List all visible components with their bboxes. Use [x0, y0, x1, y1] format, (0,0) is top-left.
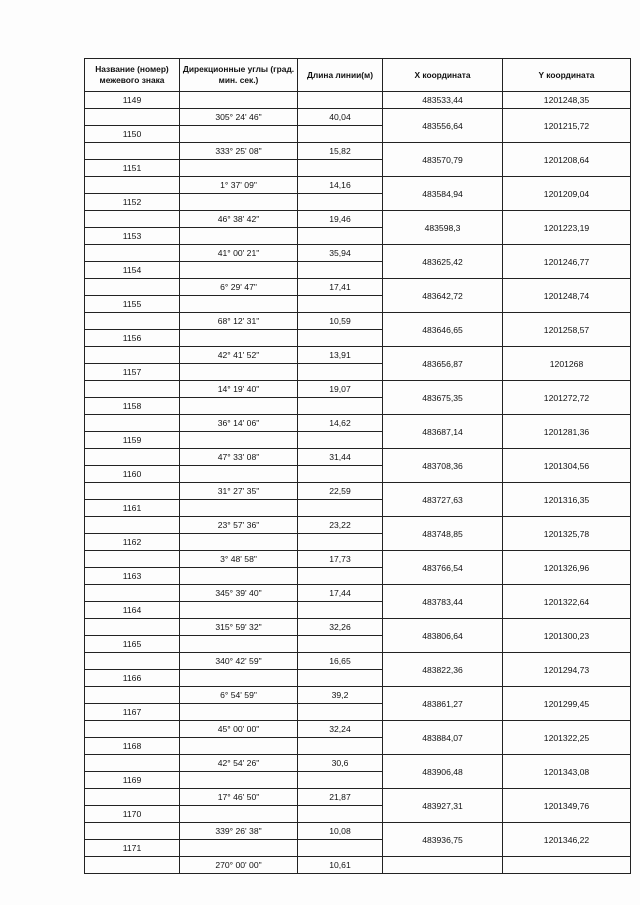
directional-angle-cell: 3° 48' 58": [180, 551, 298, 568]
segment-row: [85, 517, 631, 534]
line-length-cell: 10,61: [298, 857, 383, 874]
directional-angle-cell: [180, 534, 298, 551]
line-length-cell: [298, 160, 383, 177]
mark-name-cell: 1165: [85, 636, 180, 653]
mark-name-cell: 1150: [85, 126, 180, 143]
x-coordinate-cell: 483727,63: [383, 483, 503, 517]
y-coordinate-cell: [503, 857, 631, 874]
directional-angle-cell: 305° 24' 46": [180, 109, 298, 126]
mark-name-cell: [85, 823, 180, 840]
mark-name-cell: [85, 789, 180, 806]
line-length-cell: [298, 330, 383, 347]
directional-angle-cell: [180, 194, 298, 211]
line-length-cell: 31,44: [298, 449, 383, 466]
x-coordinate-cell: [383, 857, 503, 874]
line-length-cell: 21,87: [298, 789, 383, 806]
y-coordinate-cell: 1201272,72: [503, 381, 631, 415]
directional-angle-cell: 36° 14' 06": [180, 415, 298, 432]
header-mark-name: Название (номер) межевого знака: [85, 59, 180, 92]
directional-angle-cell: 339° 26' 38": [180, 823, 298, 840]
x-coordinate-cell: 483642,72: [383, 279, 503, 313]
line-length-cell: 16,65: [298, 653, 383, 670]
line-length-cell: [298, 296, 383, 313]
directional-angle-cell: 46° 38' 42": [180, 211, 298, 228]
directional-angle-cell: 6° 54' 59": [180, 687, 298, 704]
line-length-cell: [298, 466, 383, 483]
mark-name-cell: 1156: [85, 330, 180, 347]
point-row: [85, 92, 631, 109]
mark-name-cell: [85, 347, 180, 364]
segment-row: [85, 245, 631, 262]
segment-row: [85, 619, 631, 636]
directional-angle-cell: [180, 602, 298, 619]
mark-name-cell: 1158: [85, 398, 180, 415]
y-coordinate-cell: 1201322,64: [503, 585, 631, 619]
line-length-cell: 30,6: [298, 755, 383, 772]
line-length-cell: [298, 602, 383, 619]
x-coordinate-cell: 483570,79: [383, 143, 503, 177]
mark-name-cell: 1169: [85, 772, 180, 789]
directional-angle-cell: [180, 500, 298, 517]
x-coordinate-cell: 483646,65: [383, 313, 503, 347]
line-length-cell: [298, 228, 383, 245]
line-length-cell: [298, 738, 383, 755]
directional-angle-cell: 45° 00' 00": [180, 721, 298, 738]
segment-row: [85, 313, 631, 330]
mark-name-cell: 1164: [85, 602, 180, 619]
mark-name-cell: 1160: [85, 466, 180, 483]
y-coordinate-cell: 1201346,22: [503, 823, 631, 857]
directional-angle-cell: 1° 37' 09": [180, 177, 298, 194]
y-coordinate-cell: 1201246,77: [503, 245, 631, 279]
line-length-cell: [298, 194, 383, 211]
x-coordinate-cell: 483748,85: [383, 517, 503, 551]
line-length-cell: 39,2: [298, 687, 383, 704]
x-coordinate-cell: 483584,94: [383, 177, 503, 211]
x-coordinate-cell: 483598,3: [383, 211, 503, 245]
segment-row: [85, 449, 631, 466]
y-coordinate-cell: 1201322,25: [503, 721, 631, 755]
mark-name-cell: [85, 279, 180, 296]
y-coordinate-cell: 1201304,56: [503, 449, 631, 483]
y-coordinate-cell: 1201209,04: [503, 177, 631, 211]
mark-name-cell: 1170: [85, 806, 180, 823]
y-coordinate-cell: 1201343,08: [503, 755, 631, 789]
line-length-cell: [298, 398, 383, 415]
y-coordinate-cell: 1201294,73: [503, 653, 631, 687]
x-coordinate-cell: 483927,31: [383, 789, 503, 823]
segment-row: [85, 823, 631, 840]
line-length-cell: 17,41: [298, 279, 383, 296]
segment-row: [85, 585, 631, 602]
line-length-cell: 14,62: [298, 415, 383, 432]
segment-row: [85, 109, 631, 126]
line-length-cell: 23,22: [298, 517, 383, 534]
line-length-cell: 19,07: [298, 381, 383, 398]
y-coordinate-cell: 1201300,23: [503, 619, 631, 653]
line-length-cell: 22,59: [298, 483, 383, 500]
mark-name-cell: [85, 381, 180, 398]
line-length-cell: 13,91: [298, 347, 383, 364]
segment-row: [85, 177, 631, 194]
table-body: [85, 92, 631, 874]
y-coordinate-cell: 1201316,35: [503, 483, 631, 517]
header-directional-angle: Дирекционные углы (град. мин. сек.): [180, 59, 298, 92]
mark-name-cell: [85, 449, 180, 466]
x-coordinate-cell: 483708,36: [383, 449, 503, 483]
line-length-cell: 19,46: [298, 211, 383, 228]
directional-angle-cell: 6° 29' 47": [180, 279, 298, 296]
mark-name-cell: 1151: [85, 160, 180, 177]
y-coordinate-cell: 1201248,35: [503, 92, 631, 109]
segment-row: [85, 857, 631, 874]
line-length-cell: [298, 364, 383, 381]
x-coordinate-cell: 483822,36: [383, 653, 503, 687]
mark-name-cell: 1162: [85, 534, 180, 551]
directional-angle-cell: [180, 364, 298, 381]
directional-angle-cell: [180, 806, 298, 823]
table-header-row: [85, 59, 631, 92]
line-length-cell: 14,16: [298, 177, 383, 194]
mark-name-cell: 1157: [85, 364, 180, 381]
directional-angle-cell: [180, 466, 298, 483]
header-y-coordinate: Y координата: [503, 59, 631, 92]
directional-angle-cell: [180, 330, 298, 347]
line-length-cell: [298, 670, 383, 687]
line-length-cell: 10,08: [298, 823, 383, 840]
x-coordinate-cell: 483675,35: [383, 381, 503, 415]
directional-angle-cell: 340° 42' 59": [180, 653, 298, 670]
header-x-coordinate: X координата: [383, 59, 503, 92]
directional-angle-cell: [180, 92, 298, 109]
line-length-cell: [298, 126, 383, 143]
mark-name-cell: [85, 211, 180, 228]
directional-angle-cell: [180, 160, 298, 177]
y-coordinate-cell: 1201281,36: [503, 415, 631, 449]
directional-angle-cell: 42° 54' 26": [180, 755, 298, 772]
directional-angle-cell: [180, 670, 298, 687]
y-coordinate-cell: 1201349,76: [503, 789, 631, 823]
line-length-cell: [298, 704, 383, 721]
line-length-cell: [298, 432, 383, 449]
y-coordinate-cell: 1201215,72: [503, 109, 631, 143]
x-coordinate-cell: 483766,54: [383, 551, 503, 585]
line-length-cell: 40,04: [298, 109, 383, 126]
mark-name-cell: 1149: [85, 92, 180, 109]
x-coordinate-cell: 483936,75: [383, 823, 503, 857]
directional-angle-cell: [180, 398, 298, 415]
mark-name-cell: [85, 415, 180, 432]
line-length-cell: [298, 806, 383, 823]
line-length-cell: 32,24: [298, 721, 383, 738]
x-coordinate-cell: 483783,44: [383, 585, 503, 619]
mark-name-cell: 1154: [85, 262, 180, 279]
line-length-cell: [298, 262, 383, 279]
mark-name-cell: [85, 483, 180, 500]
mark-name-cell: [85, 619, 180, 636]
directional-angle-cell: [180, 704, 298, 721]
mark-name-cell: 1168: [85, 738, 180, 755]
mark-name-cell: 1155: [85, 296, 180, 313]
segment-row: [85, 551, 631, 568]
directional-angle-cell: [180, 296, 298, 313]
x-coordinate-cell: 483687,14: [383, 415, 503, 449]
line-length-cell: 35,94: [298, 245, 383, 262]
directional-angle-cell: 345° 39' 40": [180, 585, 298, 602]
x-coordinate-cell: 483884,07: [383, 721, 503, 755]
directional-angle-cell: 23° 57' 36": [180, 517, 298, 534]
directional-angle-cell: [180, 738, 298, 755]
directional-angle-cell: 42° 41' 52": [180, 347, 298, 364]
line-length-cell: [298, 840, 383, 857]
segment-row: [85, 415, 631, 432]
segment-row: [85, 211, 631, 228]
directional-angle-cell: [180, 568, 298, 585]
y-coordinate-cell: 1201299,45: [503, 687, 631, 721]
x-coordinate-cell: 483861,27: [383, 687, 503, 721]
y-coordinate-cell: 1201248,74: [503, 279, 631, 313]
directional-angle-cell: [180, 126, 298, 143]
mark-name-cell: [85, 585, 180, 602]
mark-name-cell: 1152: [85, 194, 180, 211]
directional-angle-cell: [180, 432, 298, 449]
mark-name-cell: [85, 687, 180, 704]
y-coordinate-cell: 1201258,57: [503, 313, 631, 347]
line-length-cell: [298, 534, 383, 551]
header-line-length: Длина линии(м): [298, 59, 383, 92]
directional-angle-cell: 47° 33' 08": [180, 449, 298, 466]
mark-name-cell: [85, 755, 180, 772]
y-coordinate-cell: 1201208,64: [503, 143, 631, 177]
directional-angle-cell: [180, 636, 298, 653]
mark-name-cell: 1163: [85, 568, 180, 585]
mark-name-cell: [85, 857, 180, 874]
segment-row: [85, 143, 631, 160]
segment-row: [85, 483, 631, 500]
segment-row: [85, 755, 631, 772]
y-coordinate-cell: 1201326,96: [503, 551, 631, 585]
line-length-cell: 15,82: [298, 143, 383, 160]
directional-angle-cell: [180, 228, 298, 245]
line-length-cell: 10,59: [298, 313, 383, 330]
segment-row: [85, 687, 631, 704]
y-coordinate-cell: 1201268: [503, 347, 631, 381]
directional-angle-cell: [180, 772, 298, 789]
segment-row: [85, 653, 631, 670]
line-length-cell: [298, 636, 383, 653]
line-length-cell: 17,44: [298, 585, 383, 602]
segment-row: [85, 721, 631, 738]
x-coordinate-cell: 483625,42: [383, 245, 503, 279]
segment-row: [85, 381, 631, 398]
mark-name-cell: [85, 653, 180, 670]
boundary-marks-table: [84, 58, 631, 874]
mark-name-cell: [85, 109, 180, 126]
x-coordinate-cell: 483556,64: [383, 109, 503, 143]
mark-name-cell: 1166: [85, 670, 180, 687]
line-length-cell: 17,73: [298, 551, 383, 568]
mark-name-cell: [85, 517, 180, 534]
directional-angle-cell: 333° 25' 08": [180, 143, 298, 160]
mark-name-cell: [85, 551, 180, 568]
directional-angle-cell: 14° 19' 40": [180, 381, 298, 398]
y-coordinate-cell: 1201223,19: [503, 211, 631, 245]
segment-row: [85, 347, 631, 364]
mark-name-cell: 1159: [85, 432, 180, 449]
mark-name-cell: [85, 313, 180, 330]
directional-angle-cell: 31° 27' 35": [180, 483, 298, 500]
line-length-cell: [298, 568, 383, 585]
directional-angle-cell: 17° 46' 50": [180, 789, 298, 806]
directional-angle-cell: 68° 12' 31": [180, 313, 298, 330]
y-coordinate-cell: 1201325,78: [503, 517, 631, 551]
mark-name-cell: 1171: [85, 840, 180, 857]
line-length-cell: [298, 500, 383, 517]
mark-name-cell: [85, 721, 180, 738]
mark-name-cell: [85, 245, 180, 262]
segment-row: [85, 279, 631, 296]
mark-name-cell: 1167: [85, 704, 180, 721]
segment-row: [85, 789, 631, 806]
mark-name-cell: [85, 177, 180, 194]
x-coordinate-cell: 483656,87: [383, 347, 503, 381]
directional-angle-cell: [180, 262, 298, 279]
directional-angle-cell: 270° 00' 00": [180, 857, 298, 874]
x-coordinate-cell: 483906,48: [383, 755, 503, 789]
line-length-cell: [298, 92, 383, 109]
mark-name-cell: 1161: [85, 500, 180, 517]
x-coordinate-cell: 483533,44: [383, 92, 503, 109]
line-length-cell: 32,26: [298, 619, 383, 636]
directional-angle-cell: 41° 00' 21": [180, 245, 298, 262]
x-coordinate-cell: 483806,64: [383, 619, 503, 653]
mark-name-cell: 1153: [85, 228, 180, 245]
directional-angle-cell: [180, 840, 298, 857]
directional-angle-cell: 315° 59' 32": [180, 619, 298, 636]
mark-name-cell: [85, 143, 180, 160]
line-length-cell: [298, 772, 383, 789]
